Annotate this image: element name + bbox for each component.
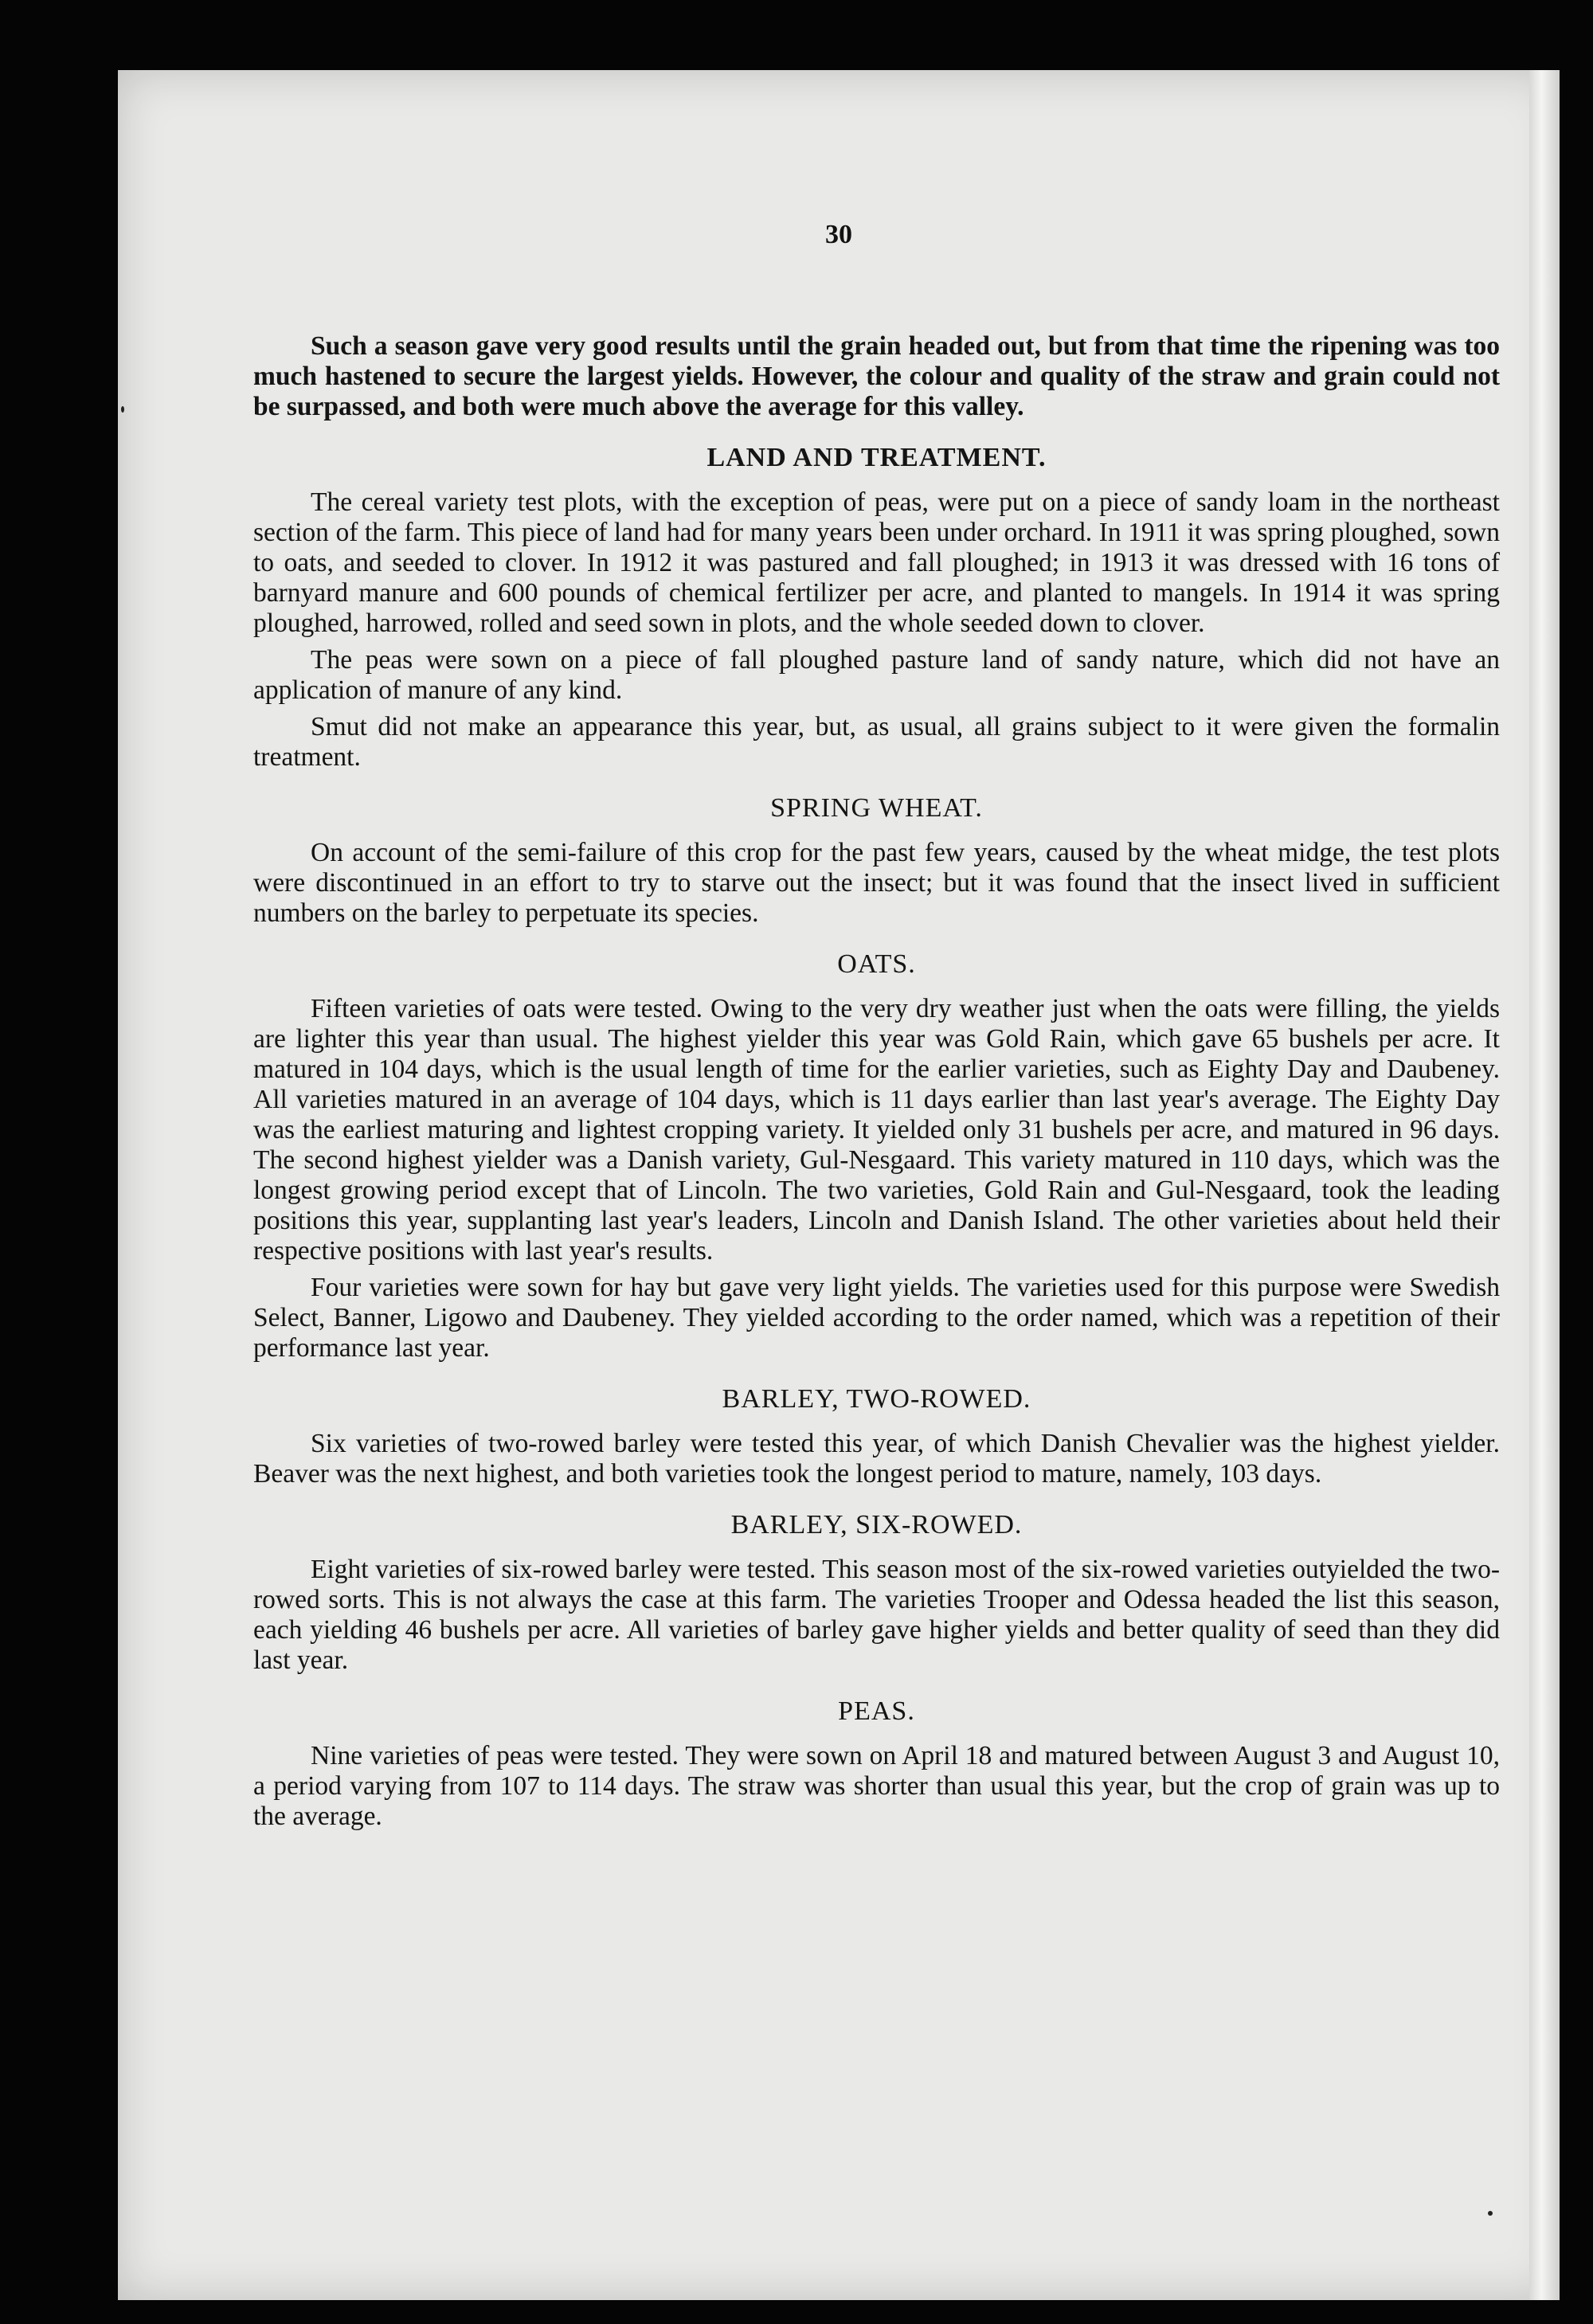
ink-speck [1488, 2211, 1493, 2216]
land-paragraph-2: The peas were sown on a piece of fall ploughed pasture land of sandy nature, which did not have an application of manure of any kind. [253, 645, 1500, 705]
oats-paragraph-1: Fifteen varieties of oats were tested. Owing to the very dry weather just when the oats were filling, the yields are lighter this year than usual. The highest yielder this year was Gold Rain, which gave 65 bushels per acre. It matured in 104 days, which is the usual length of time for the earlier varieties, such as Eighty Day and Daubeney. All varieties matured in an average of 104 days, which is 11 days earlier than last year's average. The Eighty Day was the earliest maturing and lightest cropping variety. It yielded only 31 bushels per acre, and matured in 96 days. The second highest yielder was a Danish variety, Gul-Nesgaard. This variety matured in 110 days, which was the longest growing period except that of Lincoln. The two varieties, Gold Rain and Gul-Nesgaard, took the leading positions this year, supplanting last year's leaders, Lincoln and Danish Island. The other varieties about held their respective positions with last year's results. [253, 994, 1500, 1266]
oats-paragraph-2: Four varieties were sown for hay but gave very light yields. The varieties used for this purpose were Swedish Select, Banner, Ligowo and Daubeney. They yielded according to the order named, which was a repetition of their performance last year. [253, 1273, 1500, 1363]
ink-speck [121, 406, 124, 413]
heading-spring-wheat: SPRING WHEAT. [770, 793, 983, 823]
document-page [118, 70, 1560, 2300]
page-edge [1529, 70, 1560, 2300]
barley-two-rowed-paragraph: Six varieties of two-rowed barley were tested this year, of which Danish Chevalier was the highest yielder. Beaver was the next highest, and both varieties took the longest period to mature, namely, 103 days. [253, 1429, 1500, 1489]
heading-land-and-treatment: LAND AND TREATMENT. [706, 443, 1047, 472]
land-paragraph-1: The cereal variety test plots, with the exception of peas, were put on a piece of sandy loam in the northeast section of the farm. This piece of land had for many years been under orchard. In 1911 it was spring ploughed, sown to oats, and seeded to clover. In 1912 it was pastured and fall ploughed; in 1913 it was dressed with 16 tons of barnyard manure and 600 pounds of chemical fertilizer per acre, and planted to mangels. In 1914 it was spring ploughed, harrowed, rolled and seed sown in plots, and the whole seeded down to clover. [253, 487, 1500, 638]
barley-six-rowed-paragraph: Eight varieties of six-rowed barley were tested. This season most of the six-rowed varieties outyielded the two-rowed sorts. This is not always the case at this farm. The varieties Trooper and Odessa headed the list this season, each yielding 46 bushels per acre. All varieties of barley gave higher yields and better quality of seed than they did last year. [253, 1555, 1500, 1675]
spring-wheat-paragraph: On account of the semi-failure of this crop for the past few years, caused by the wheat midge, the test plots were discontinued in an effort to try to starve out the insect; but it was found that the insect lived in sufficient numbers on the barley to perpetuate its species. [253, 838, 1500, 928]
intro-paragraph: Such a season gave very good results until the grain headed out, but from that time the ripening was too much hastened to secure the largest yields. However, the colour and quality of the straw and grain could not be surpassed, and both were much above the average for this valley. [253, 331, 1500, 421]
land-paragraph-3: Smut did not make an appearance this year, but, as usual, all grains subject to it were given the formalin treatment. [253, 712, 1500, 772]
heading-peas: PEAS. [838, 1696, 915, 1726]
heading-barley-two-rowed: BARLEY, TWO-ROWED. [722, 1384, 1031, 1414]
heading-oats: OATS. [837, 949, 916, 979]
heading-barley-six-rowed: BARLEY, SIX-ROWED. [730, 1510, 1023, 1540]
page-number: 30 [825, 220, 852, 249]
page-body [253, 331, 1500, 1838]
peas-paragraph: Nine varieties of peas were tested. They were sown on April 18 and matured between August 3 and August 10, a period varying from 107 to 114 days. The straw was shorter than usual this year, but the crop of grain was up to the average. [253, 1741, 1500, 1831]
